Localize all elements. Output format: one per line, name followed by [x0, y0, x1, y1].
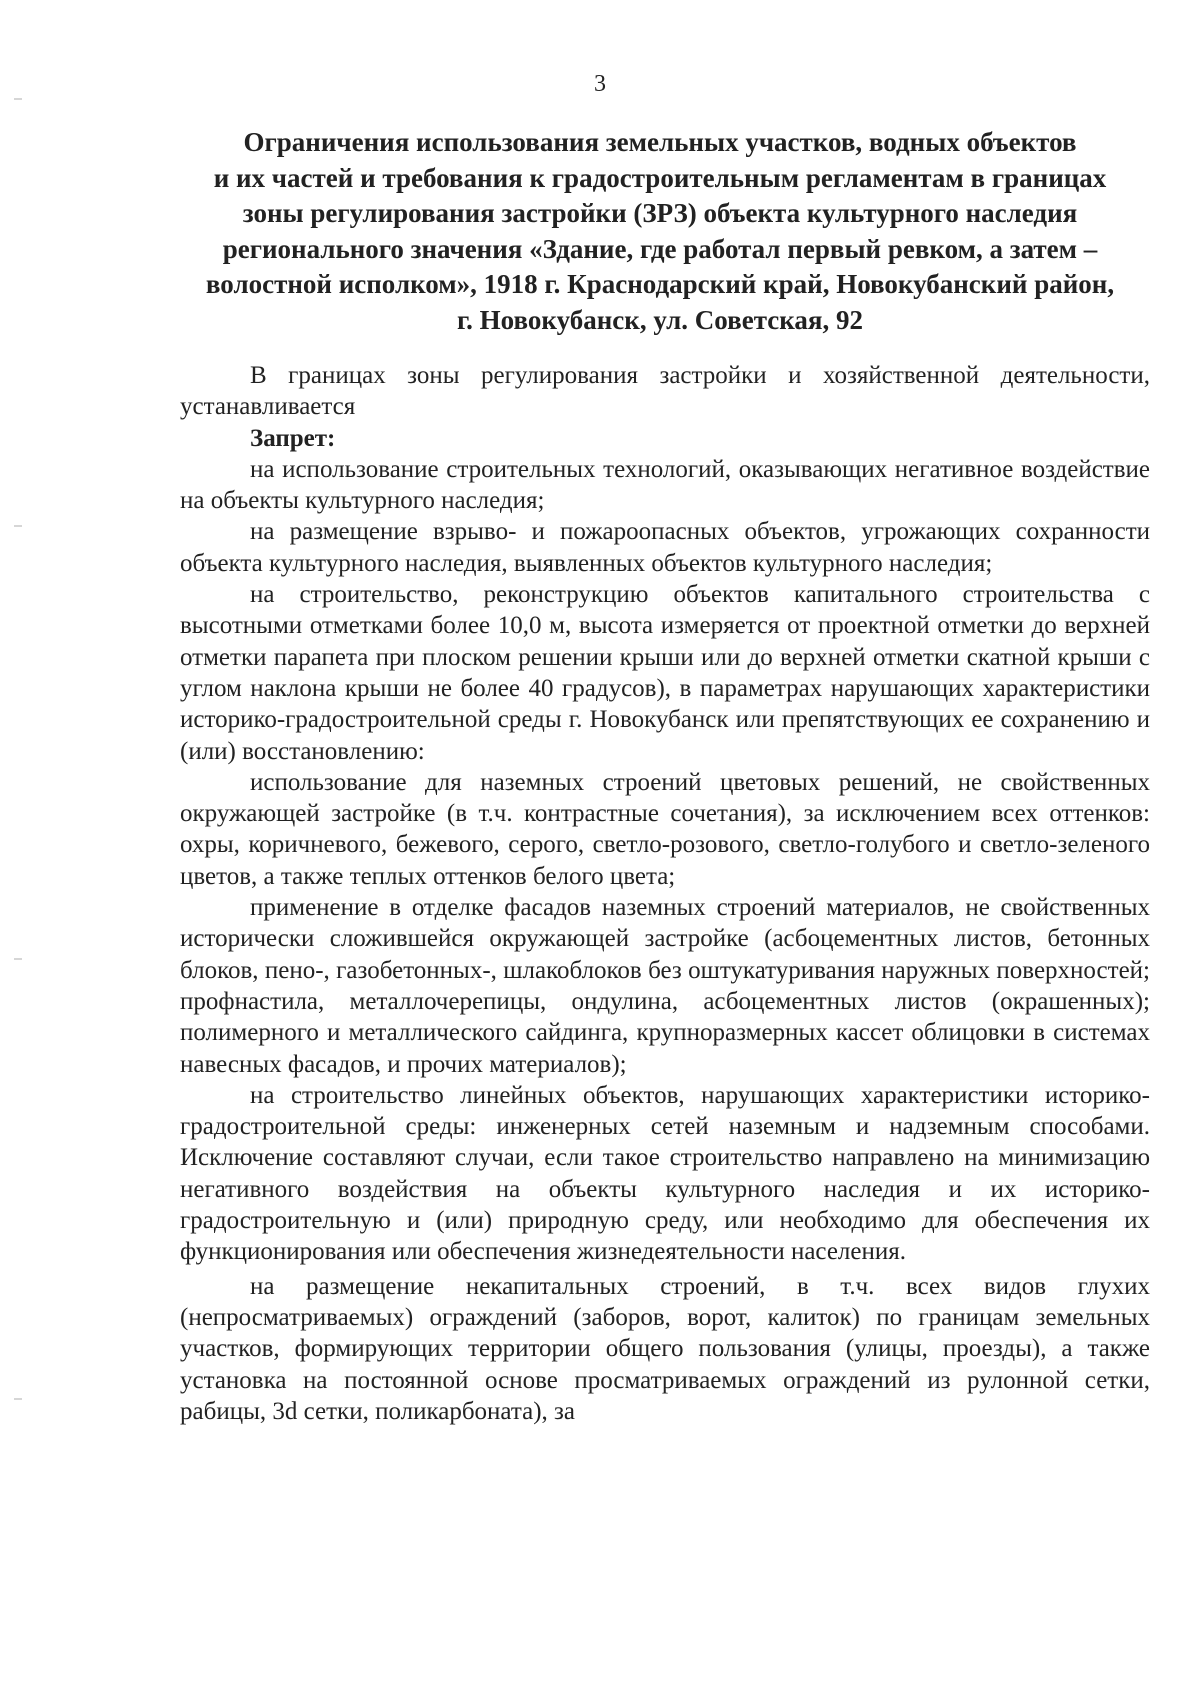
paragraph: применение в отделке фасадов наземных строений материалов, не свойственных исторически сложившейся окружающей застройке (асбоцементных листов, бетонных блоков, пено-, газобетонных-, шлакоблоков без оштукатуривания наружных поверхностей; профнастила, металлочерепицы, ондулина, асбоцементных листов (окрашенных); полимерного и металлического сайдинга, крупноразмерных кассет облицовки в системах навесных фасадов, и прочих материалов);: [180, 894, 1150, 1078]
scan-mark: [14, 98, 22, 100]
page-number: 3: [594, 71, 606, 97]
paragraph: на размещение некапитальных строений, в т.ч. всех видов глухих (непросматриваемых) ограждений (заборов, ворот, калиток) по границам земельных участков, формирующих территории общего пользования (улицы, проезды), а также установка на постоянной основе просматриваемых ограждений из рулонной сетки, рабицы, 3d сетки, поликарбоната), за: [180, 1272, 1150, 1425]
scan-mark: [14, 525, 22, 527]
intro-paragraph: В границах зоны регулирования застройки и хозяйственной деятельности, устанавливается: [180, 362, 1150, 421]
paragraph: на размещение взрыво- и пожароопасных объектов, угрожающих сохранности объекта культурного наследия, выявленных объектов культурного наследия;: [180, 518, 1150, 577]
scan-mark: [14, 1398, 22, 1400]
paragraph: на использование строительных технологий, оказывающих негативное воздействие на объекты культурного наследия;: [180, 455, 1150, 515]
prohibition-heading: Запрет:: [250, 424, 336, 452]
scan-mark: [14, 958, 22, 960]
paragraph: на строительство, реконструкцию объектов капитального строительства с высотными отметками более 10,0 м, высота измеряется от проектной отметки до верхней отметки парапета при плоском решении крыши или до верхней отметки скатной крыши с углом наклона крыши не более 40 градусов), в параметрах нарушающих характеристики историко-градостроительной среды г. Новокубанск или препятствующих ее сохранению и (или) восстановлению:: [180, 581, 1150, 765]
paragraph: на строительство линейных объектов, нарушающих характеристики историко-градостроительной среды: инженерных сетей наземным и надземным способами. Исключение составляют случаи, если такое строительство направлено на минимизацию негативного воздействия на объекты культурного наследия и их историко-градостроительную и (или) природную среду, или необходимо для обеспечения их функционирования или обеспечения жизнедеятельности населения.: [180, 1081, 1150, 1266]
paragraph: использование для наземных строений цветовых решений, не свойственных окружающей застройке (в т.ч. контрастные сочетания), за исключением всех оттенков: охры, коричневого, бежевого, серого, светло-розового, светло-голубого и светло-зеленого цветов, а также теплых оттенков белого цвета;: [180, 768, 1150, 890]
document-title: Ограничения использования земельных участков, водных объектов и их частей и требования к градостроительным регламентам в границах зоны регулирования застройки (ЗРЗ) объекта культурного наследия регионального значения «Здание, где работал первый ревком, а затем – волостной исполком», 1918 г. Краснодарский край, Новокубанский район, г. Новокубанск, ул. Советская, 92: [205, 127, 1115, 335]
document-body: [180, 360, 1150, 1427]
